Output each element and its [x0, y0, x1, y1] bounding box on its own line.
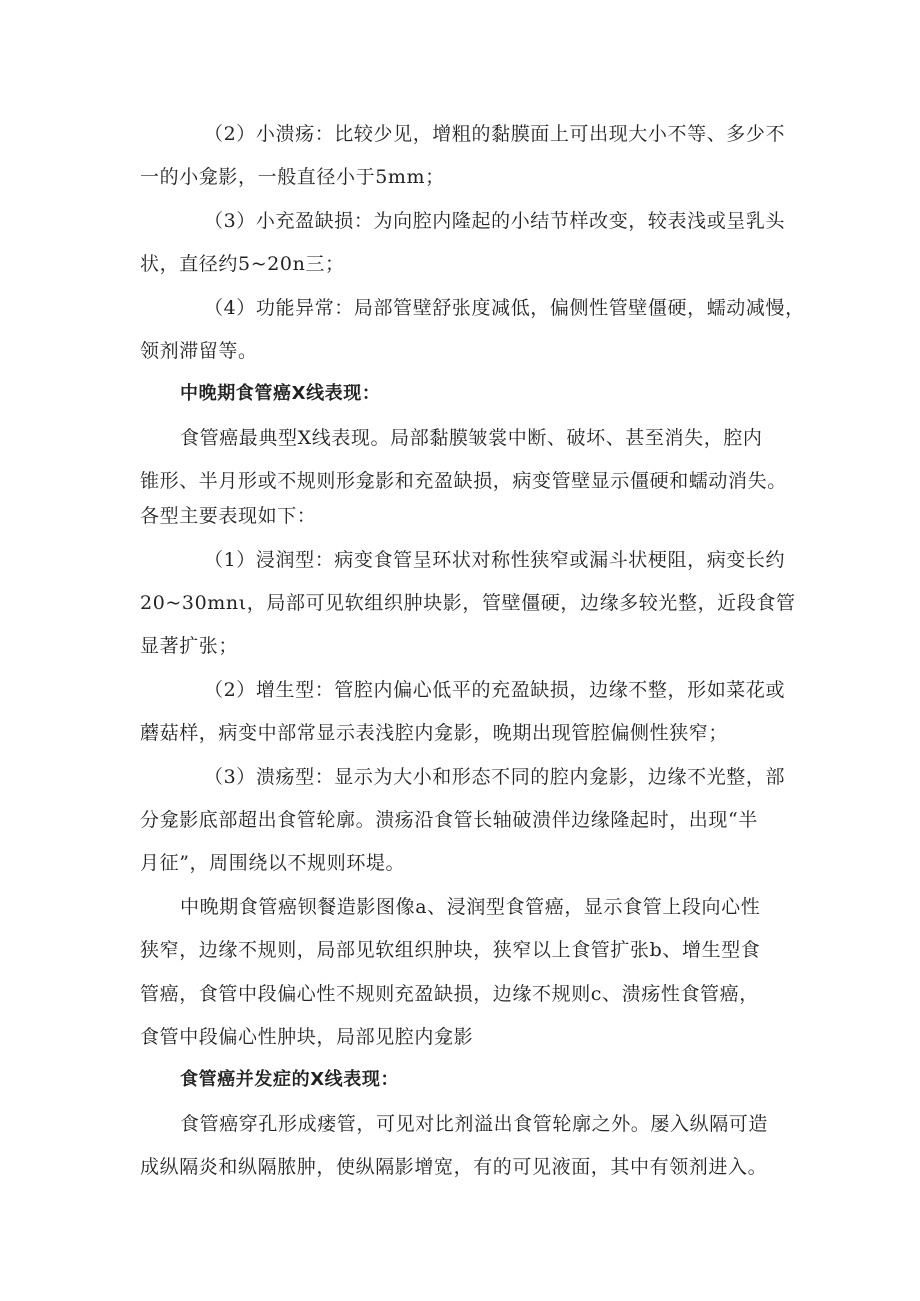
text-line: 食管癌穿孔形成瘘管，可见对比剂溢出食管轮廓之外。屡入纵隔可造	[180, 1113, 769, 1135]
text-line: 状，直径约5~20n三；	[140, 253, 345, 275]
text-line: （2）增生型：管腔内偏心低平的充盈缺损，边缘不整，形如菜花或	[204, 679, 786, 701]
section-heading: 食管癌并发症的X线表现：	[180, 1069, 400, 1090]
text-line: 狭窄，边缘不规则，局部见软组织肿块，狭窄以上食管扩张b、增生型食	[140, 939, 761, 961]
text-line: 一的小龛影，一般直径小于5mm；	[140, 166, 445, 188]
text-line: 食管癌最典型X线表现。局部黏膜皱裳中断、破坏、甚至消失，腔内	[180, 427, 763, 449]
text-line: （2）小溃疡：比较少见，增粗的黏膜面上可出现大小不等、多少不	[204, 123, 786, 145]
text-line: 成纵隔炎和纵隔脓肿，使纵隔影增宽，有的可见液面，其中有领剂进入。	[140, 1156, 768, 1178]
text-line: 显著扩张；	[140, 635, 239, 657]
text-line: 20~30mnι，局部可见软组织肿块影，管壁僵硬，边缘多较光整，近段食管	[140, 592, 796, 614]
section-heading: 中晚期食管癌X线表现：	[180, 383, 381, 404]
text-line: （4）功能异常：局部管壁舒张度减低，偏侧性管壁僵硬，蠕动减慢，	[204, 297, 805, 319]
text-line: 管癌，食管中段偏心性不规则充盈缺损，边缘不规则c、溃疡性食管癌，	[140, 983, 759, 1005]
text-line: 锥形、半月形或不规则形龛影和充盈缺损，病变管壁显示僵硬和蠕动消失。	[140, 470, 787, 492]
text-line: 分龛影底部超出食管轮廓。溃疡沿食管长轴破溃伴边缘隆起时，出现“半	[140, 809, 758, 831]
text-line: （3）溃疡型：显示为大小和形态不同的腔内龛影，边缘不光整，部	[204, 766, 786, 788]
text-line: 领剂滞留等。	[140, 340, 258, 362]
text-line: （1）浸润型：病变食管呈环状对称性狭窄或漏斗状梗阻，病变长约	[204, 549, 786, 571]
text-line: 中晚期食管癌钡餐造影图像a、浸润型食管癌，显示食管上段向心性	[180, 896, 761, 918]
text-line: 食管中段偏心性肿块，局部见腔内龛影	[140, 1026, 474, 1048]
text-line: 蘑菇样，病变中部常显示表浅腔内龛影，晚期出现管腔偏侧性狭窄；	[140, 722, 729, 744]
text-line: 各型主要表现如下：	[140, 505, 317, 527]
text-line: 月征”，周围绕以不规则环堤。	[140, 852, 406, 874]
text-line: （3）小充盈缺损：为向腔内隆起的小结节样改变，较表浅或呈乳头	[204, 210, 786, 232]
